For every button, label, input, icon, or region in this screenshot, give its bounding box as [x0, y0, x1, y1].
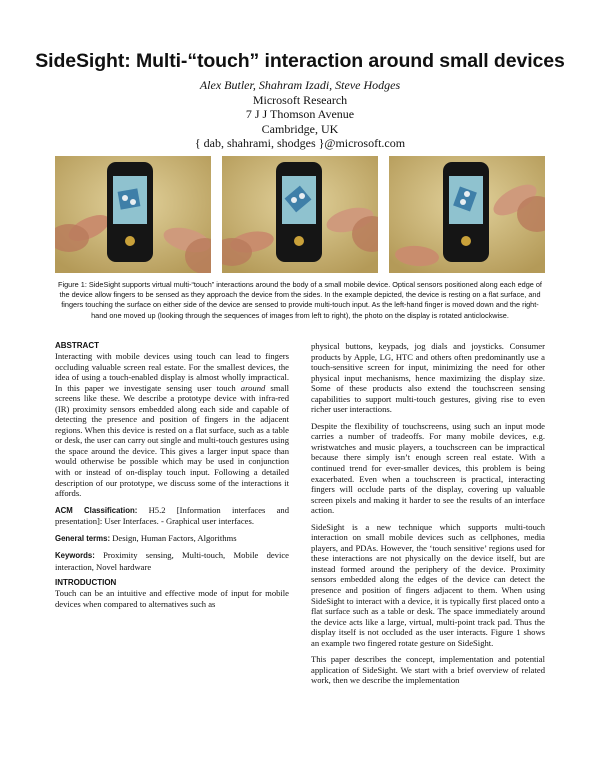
introduction-text: Touch can be an intuitive and effective mode of input for mobile devices when compared to alternatives such as	[55, 588, 289, 609]
photo-sequence-3	[389, 156, 545, 273]
address-line-2: Cambridge, UK	[261, 121, 339, 136]
body-paragraph: SideSight is a new technique which supports multi-touch interaction on small mobile devices such as cellphones, media players, and PDAs. However, the ‘touch sensitive’ regions used for these interactions are not physically on the device itself, but are instead formed around the periphery of the device. Proximity sensors embedded along the edges of the device can detect the presence and position of fingers adjacent to them. When using SideSight to interact with a device, it is typically first placed onto a flat surface such as a table or desk. The space immediately around the device acts like a large, virtual, multi-point track pad. Thus the display itself is not occluded as the user interacts. Figure 1 shows an example two fingered rotate gesture on SideSight.	[311, 521, 545, 648]
left-column	[55, 341, 289, 609]
body-paragraph: This paper describes the concept, implementation and potential application of SideSight. We start with a brief overview of related work, then we describe the implementation	[311, 654, 545, 686]
author-names: Alex Butler, Shahram Izadi, Steve Hodges	[199, 78, 401, 92]
figure-1	[55, 156, 545, 273]
address-line-1: 7 J J Thomson Avenue	[245, 107, 355, 122]
abstract-text: Interacting with mobile devices using touch can lead to fingers occluding valuable screen real estate. For the smallest devices, the idea of using a touch-enabled display is almost wholly impractical. In this paper we investigate sensing user touch around small screens like these. We describe a prototype device with infra-red (IR) proximity sensors embedded along each side and capable of detecting the presence and position of fingers in the adjacent regions. When this device is rested on a flat surface, such as a table or desk, the user can carry out single and multi-touch gestures using the space around the device. This gives a larger input space than would otherwise be possible which may be used in conjunction with or instead of on-display touch input. Following a detailed description of our prototype, we discuss some of the interactions it affords.	[55, 351, 290, 499]
photo-sequence-2	[222, 156, 378, 273]
device-photo-1	[55, 156, 211, 273]
device-photo-2	[222, 156, 378, 273]
device-button	[125, 236, 135, 246]
author-emails: { dab, shahrami, shodges }@microsoft.com	[194, 136, 406, 151]
keywords: Keywords: Proximity sensing, Multi-touch, Mobile device interaction, Novel hardware	[55, 550, 289, 572]
acm-classification: ACM Classification: H5.2 [Information interfaces and presentation]: User Interfaces. - Graphical user interfaces.	[55, 504, 290, 527]
device-button	[294, 236, 304, 246]
body-paragraph: Despite the flexibility of touchscreens, using such an input mode carries a number of tradeoffs. For many mobile devices, e.g. wristwatches and music players, a touchscreen can be impractical because there simply isn’t enough screen real estate. With a continued trend for ever-smaller devices, this problem is being exacerbated. Even when a touchscreen is practical, interacting fingers will occlude parts of the display, covering up valuable screen pixels and making it harder to see the results of an interface action.	[311, 420, 545, 516]
device-button	[461, 236, 471, 246]
general-terms: General terms: Design, Human Factors, Algorithms	[55, 532, 237, 543]
abstract-heading: ABSTRACT	[55, 341, 99, 350]
right-column	[311, 341, 545, 686]
photo-sequence-1	[55, 156, 211, 273]
figure-caption: Figure 1: SideSight supports virtual multi-“touch” interactions around the body of a small mobile device. Optical sensors positioned along each edge of the device allow fingers to be sensed as they approach the device from the sides. In the example depicted, the device is resting on a flat surface, and fingers touching the surface on either side of the device are sensed to provide multi-touch input. As the left-hand finger is moved down and the right-hand one moved up (looking through the sequences of images from left to right), the photo on the display is rotated anticlockwise.	[58, 280, 542, 320]
author-block	[0, 78, 600, 151]
paper-title: SideSight: Multi-“touch” interaction around small devices	[35, 50, 565, 72]
introduction-heading: INTRODUCTION	[55, 578, 117, 588]
body-paragraph: physical buttons, keypads, jog dials and joysticks. Consumer products by Apple, LG, HTC and others often predominantly use a touch-sensitive screen for input, minimizing the need for other physical input mechanisms, hence maximizing the display size. Some of these products also extend the touchscreen sensing capabilities to support multi-touch gestures, giving rise to even richer user interactions.	[311, 341, 545, 415]
device-photo-3	[389, 156, 545, 273]
affiliation: Microsoft Research	[252, 92, 348, 107]
